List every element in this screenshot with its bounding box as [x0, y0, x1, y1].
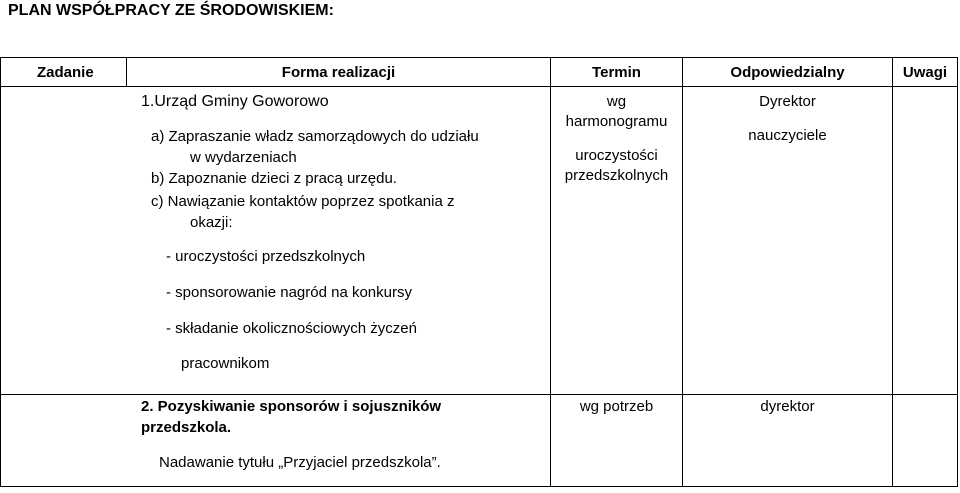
row2-heading-cont: przedszkola. [141, 419, 232, 436]
row2-notes-cell [893, 395, 958, 487]
header-task: Zadanie [1, 58, 127, 87]
row2-form-cell [1, 395, 551, 487]
row1-term-2: harmonogramu [565, 113, 668, 130]
table-header-row [1, 58, 958, 87]
row1-resp-1: Dyrektor [759, 93, 816, 110]
row1-resp-2: nauczyciele [748, 127, 827, 144]
row2-heading: 2. Pozyskiwanie sponsorów i sojuszników [141, 398, 442, 415]
header-notes: Uwagi [893, 58, 958, 87]
row1-dash-3-cont: pracownikom [181, 355, 270, 372]
row1-form-cell [1, 87, 551, 395]
row1-item-a-cont: w wydarzeniach [190, 149, 297, 166]
row1-item-b: b) Zapoznanie dzieci z pracą urzędu. [151, 170, 397, 187]
header-form: Forma realizacji [127, 58, 551, 87]
row1-term-1: wg [606, 93, 627, 110]
row1-notes-cell [893, 87, 958, 395]
row2-term: wg potrzeb [579, 398, 654, 415]
page-title: PLAN WSPÓŁPRACY ZE ŚRODOWISKIEM: [8, 2, 334, 19]
table-row [1, 87, 958, 395]
row1-dash-1: - uroczystości przedszkolnych [166, 248, 366, 265]
row2-responsible-cell [683, 395, 893, 487]
table-row [1, 395, 958, 487]
header-responsible: Odpowiedzialny [683, 58, 893, 87]
row1-dash-2: - sponsorowanie nagród na konkursy [166, 284, 412, 301]
row2-term-cell [551, 395, 683, 487]
row1-item-a: a) Zapraszanie władz samorządowych do udziału [151, 128, 479, 145]
cooperation-plan-table [0, 57, 958, 487]
row1-heading: 1.Urząd Gminy Goworowo [141, 93, 329, 110]
row2-resp: dyrektor [760, 398, 815, 415]
row1-item-c: c) Nawiązanie kontaktów poprzez spotkania z [151, 193, 455, 210]
row1-term-3: uroczystości [575, 147, 658, 164]
row1-item-c-cont: okazji: [190, 214, 233, 231]
row1-responsible-cell [683, 87, 893, 395]
header-term: Termin [551, 58, 683, 87]
row1-dash-3: - składanie okolicznościowych życzeń [166, 320, 417, 337]
row1-term-4: przedszkolnych [564, 167, 669, 184]
row1-term-cell [551, 87, 683, 395]
row2-text: Nadawanie tytułu „Przyjaciel przedszkola”. [159, 454, 441, 471]
